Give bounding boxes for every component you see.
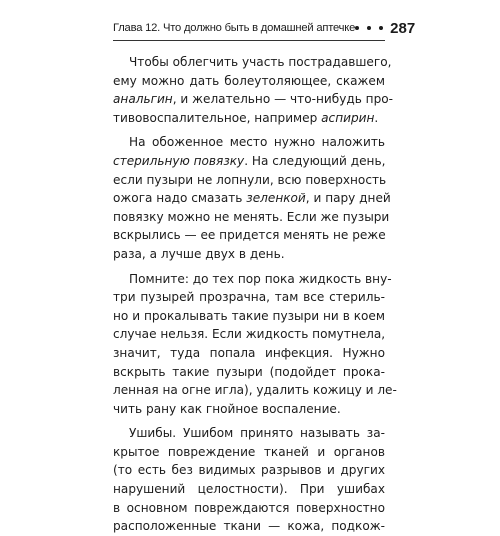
text-line: На обоженное место нужно наложить [129, 135, 385, 150]
text-line: ему можно дать болеутоляющее, скажем [113, 73, 385, 88]
text-line: значит, туда попала инфекция. Нужно [113, 345, 385, 360]
text-fragment: тивовоспалительное, например [113, 110, 322, 125]
bullet-dot-icon [367, 26, 371, 30]
text-line: нарушений целостности). При ушибах [113, 482, 385, 497]
text-line: Чтобы облегчить участь пострадавшего, [129, 55, 392, 69]
text-line: вскрыть такие пузыри (подойдет прока- [113, 364, 385, 379]
text-line: но и прокалывать такие пузыри ни в коем [113, 308, 385, 323]
text-fragment: , и желательно — что-нибудь про- [172, 92, 394, 107]
text-line [113, 109, 385, 128]
text-line: расположенные ткани — кожа, подкож- [113, 519, 385, 534]
text-line: Помните: до тех пор пока жидкость вну- [129, 271, 392, 286]
page-number: 287 [390, 19, 416, 37]
chapter-title: Глава 12. Что должно быть в домашней аптечке [113, 22, 356, 34]
text-line: в основном повреждаются поверхностно [113, 500, 385, 515]
text-fragment: , и пару дней [305, 191, 391, 206]
text-line: вскрылись — ее придется менять не реже [113, 228, 386, 243]
text-fragment: . На следующий день, [244, 153, 386, 168]
header-rule [113, 40, 385, 41]
text-line: Ушибы. Ушибом принято называть за- [129, 426, 385, 441]
text-line: повязку можно не менять. Если же пузыри [113, 209, 390, 224]
paragraph-3 [113, 270, 397, 419]
header-right [355, 20, 415, 37]
bullet-dot-icon [355, 26, 359, 30]
paragraph-1 [113, 53, 394, 127]
drug-name: анальгин [113, 92, 173, 107]
text-line: три пузырей прозрачна, там все стериль- [113, 290, 385, 305]
text-line: (то есть без видимых разрывов и других [113, 463, 385, 478]
drug-name: аспирин [321, 110, 375, 125]
text-line [113, 90, 394, 109]
text-fragment: . [374, 110, 379, 125]
text-line: раза, а лучше двух в день. [113, 246, 285, 261]
emphasis: стерильную повязку [113, 153, 245, 168]
text-line: если пузыри не лопнули, всю поверхность [113, 172, 387, 187]
paragraph-4 [113, 424, 385, 536]
text-line: чить рану как гнойное воспаление. [113, 401, 341, 416]
text-line [113, 152, 385, 171]
text-fragment: ожога надо смазать [113, 191, 247, 206]
emphasis: зеленкой [246, 191, 306, 206]
running-header [113, 16, 416, 40]
bullet-dots [355, 26, 383, 30]
page-body [113, 53, 397, 536]
text-line: ленная на огне игла), удалить кожицу и ле- [113, 383, 397, 398]
paragraph-2 [113, 133, 391, 263]
text-line [113, 189, 391, 208]
text-line: случае нельзя. Если жидкость помутнела, [113, 327, 386, 342]
text-line: крытое повреждение тканей и органов [113, 444, 385, 459]
bullet-dot-icon [379, 26, 383, 30]
